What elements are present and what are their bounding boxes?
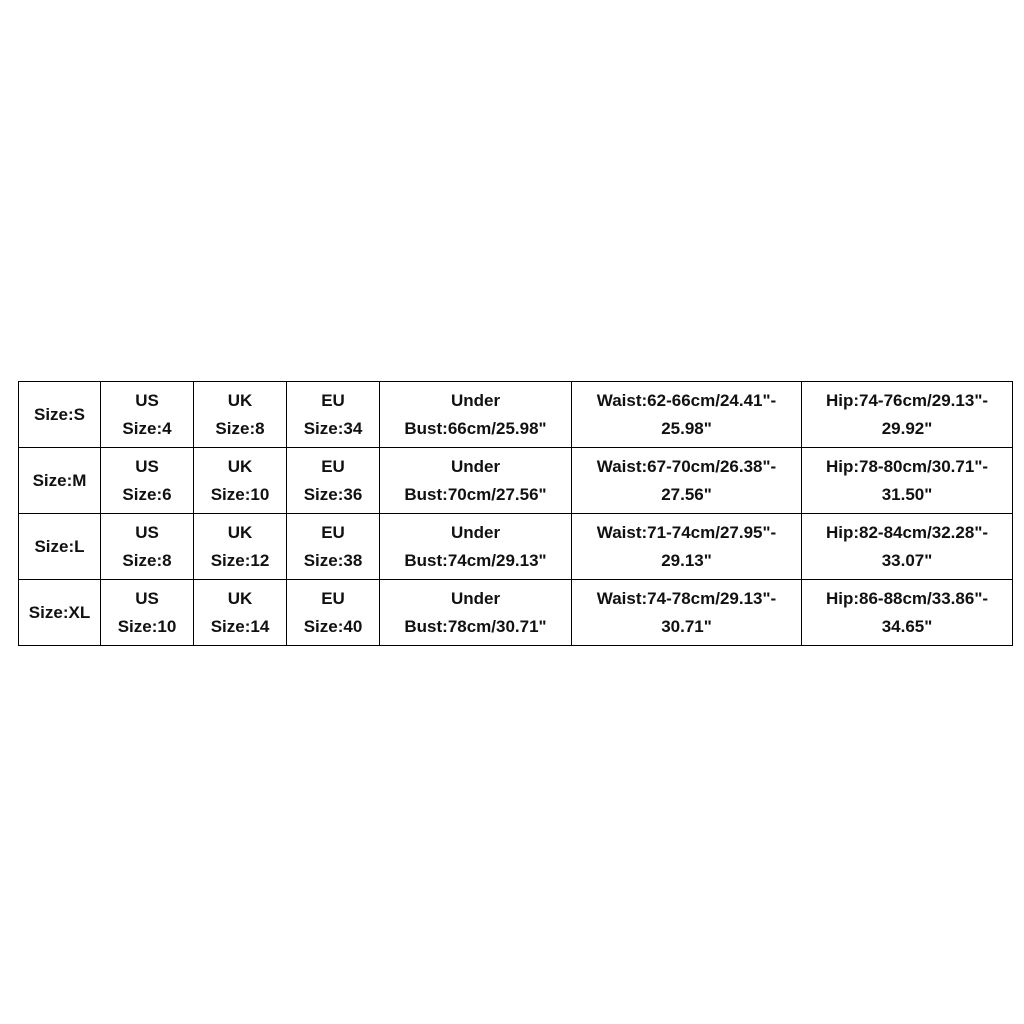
eu-size-cell: EU Size:38 <box>287 514 380 580</box>
uk-size-cell: UK Size:12 <box>194 514 287 580</box>
waist-cell: Waist:67-70cm/26.38"- 27.56" <box>572 448 802 514</box>
size-row-m <box>19 448 1013 514</box>
waist-cell: Waist:71-74cm/27.95"- 29.13" <box>572 514 802 580</box>
size-label-cell: Size:M <box>19 448 101 514</box>
under-bust-cell: Under Bust:70cm/27.56" <box>380 448 572 514</box>
size-label-cell: Size:L <box>19 514 101 580</box>
uk-size-cell: UK Size:8 <box>194 382 287 448</box>
size-row-s <box>19 382 1013 448</box>
hip-cell: Hip:78-80cm/30.71"- 31.50" <box>802 448 1013 514</box>
us-size-cell: US Size:4 <box>101 382 194 448</box>
size-row-l <box>19 514 1013 580</box>
uk-size-cell: UK Size:14 <box>194 580 287 646</box>
eu-size-cell: EU Size:34 <box>287 382 380 448</box>
under-bust-cell: Under Bust:74cm/29.13" <box>380 514 572 580</box>
uk-size-cell: UK Size:10 <box>194 448 287 514</box>
us-size-cell: US Size:8 <box>101 514 194 580</box>
hip-cell: Hip:86-88cm/33.86"- 34.65" <box>802 580 1013 646</box>
eu-size-cell: EU Size:40 <box>287 580 380 646</box>
size-label-cell: Size:XL <box>19 580 101 646</box>
size-label-cell: Size:S <box>19 382 101 448</box>
size-row-xl <box>19 580 1013 646</box>
size-chart-table <box>18 381 1013 646</box>
under-bust-cell: Under Bust:66cm/25.98" <box>380 382 572 448</box>
hip-cell: Hip:82-84cm/32.28"- 33.07" <box>802 514 1013 580</box>
hip-cell: Hip:74-76cm/29.13"- 29.92" <box>802 382 1013 448</box>
under-bust-cell: Under Bust:78cm/30.71" <box>380 580 572 646</box>
eu-size-cell: EU Size:36 <box>287 448 380 514</box>
us-size-cell: US Size:10 <box>101 580 194 646</box>
us-size-cell: US Size:6 <box>101 448 194 514</box>
waist-cell: Waist:62-66cm/24.41"- 25.98" <box>572 382 802 448</box>
waist-cell: Waist:74-78cm/29.13"- 30.71" <box>572 580 802 646</box>
